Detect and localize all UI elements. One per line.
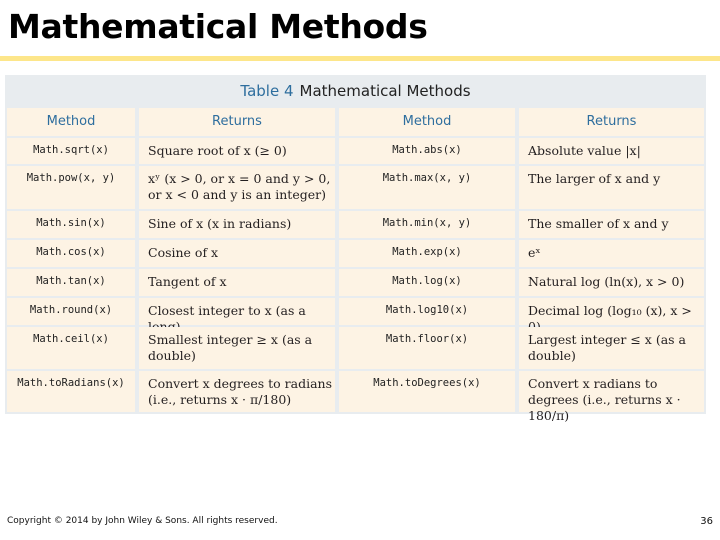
table-caption [5,81,706,101]
table-cell-returns: Largest integer ≤ x (as a double) [519,327,704,369]
table-cell-returns: Square root of x (≥ 0) [139,138,335,164]
table-cell-method: Math.round(x) [7,298,135,325]
table-cell-method: Math.sqrt(x) [7,138,135,164]
table-cell-method: Math.min(x, y) [339,211,515,238]
slide-title: Mathematical Methods [8,7,428,46]
table-cell-method: Math.pow(x, y) [7,166,135,209]
table-caption-title: Mathematical Methods [299,82,471,100]
table-cell-method: Math.ceil(x) [7,327,135,369]
table-cell-method: Math.exp(x) [339,240,515,267]
table-cell-returns: Convert x radians to degrees (i.e., returns x · 180/π) [519,371,704,412]
table-cell-returns: Absolute value |x| [519,138,704,164]
page-number: 36 [700,516,713,527]
table-header-cell: Method [7,108,135,136]
table-header-cell: Returns [519,108,704,136]
table-cell-returns: Convert x degrees to radians (i.e., returns x · π/180) [139,371,335,412]
table-cell-method: Math.tan(x) [7,269,135,296]
table-cell-method: Math.abs(x) [339,138,515,164]
table-cell-returns: xʸ (x > 0, or x = 0 and y > 0, or x < 0 and y is an integer) [139,166,335,209]
table-header-cell: Returns [139,108,335,136]
table-cell-method: Math.toDegrees(x) [339,371,515,412]
table-cell-method: Math.log10(x) [339,298,515,325]
table-cell-returns: eˣ [519,240,704,267]
table-cell-returns: Sine of x (x in radians) [139,211,335,238]
table-cell-method: Math.log(x) [339,269,515,296]
table-caption-label: Table 4 [240,82,294,100]
table-cell-returns: The larger of x and y [519,166,704,209]
footer-copyright: Copyright © 2014 by John Wiley & Sons. All rights reserved. [7,516,278,526]
table-header-cell: Method [339,108,515,136]
table-cell-returns: The smaller of x and y [519,211,704,238]
table-cell-method: Math.sin(x) [7,211,135,238]
methods-table [5,75,706,423]
table-cell-returns: Decimal log (log₁₀ (x), x > [519,298,704,325]
table-cell-method: Math.toRadians(x) [7,371,135,412]
table-cell-returns: Natural log (ln(x), x > 0) [519,269,704,296]
table-cell-method: Math.floor(x) [339,327,515,369]
title-underline [0,56,720,61]
table-cell-method: Math.cos(x) [7,240,135,267]
table-cell-returns: Cosine of x [139,240,335,267]
table-cell-returns: Closest integer to x (as a [139,298,335,325]
table-cell-method: Math.max(x, y) [339,166,515,209]
table-cell-returns: Tangent of x [139,269,335,296]
table-cell-returns: Smallest integer ≥ x (as a double) [139,327,335,369]
